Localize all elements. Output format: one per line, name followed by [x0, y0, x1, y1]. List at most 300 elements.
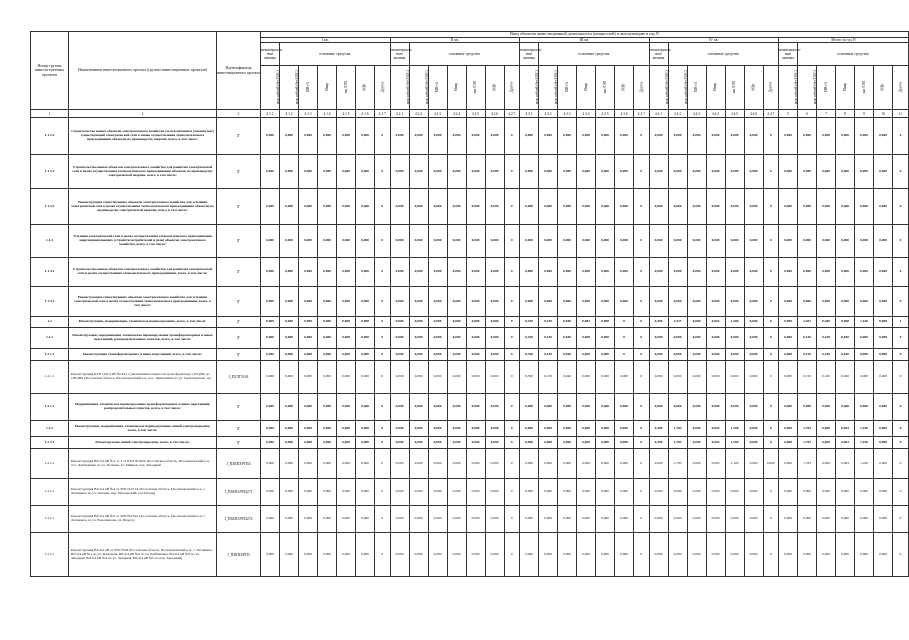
- row-value: 0,000: [577, 437, 596, 449]
- row-value: 0,000: [744, 437, 763, 449]
- row-group-number: 1.2: [31, 317, 69, 328]
- column-index: 6: [798, 110, 817, 118]
- column-index: 4.1.4: [318, 110, 337, 118]
- header-unit: [874, 66, 893, 110]
- row-value: 0,000: [318, 317, 337, 328]
- row-value: 0,000: [466, 394, 485, 421]
- row-value: 0,000: [539, 437, 558, 449]
- row-project-name: Реконструкция трансформаторных и иных подстанций, всего, в том числе:: [69, 349, 217, 361]
- row-value: 0,000: [836, 287, 855, 317]
- row-value: 0,000: [356, 258, 375, 287]
- row-value: 0,000: [299, 317, 318, 328]
- row-value: 0,000: [744, 421, 763, 437]
- row-value: 0,000: [356, 449, 375, 479]
- column-index: 4.3.2: [539, 110, 558, 118]
- table-row: [31, 449, 909, 479]
- row-value: 0,000: [280, 118, 299, 155]
- row-value: 0,000: [261, 349, 280, 361]
- row-value: 0,000: [280, 533, 299, 577]
- row-value: 0: [634, 328, 650, 349]
- row-value: 0,000: [817, 155, 836, 189]
- row-value: 0,000: [577, 349, 596, 361]
- row-value: 0,000: [337, 349, 356, 361]
- row-value: 0,000: [798, 225, 817, 258]
- row-value: 0,000: [337, 258, 356, 287]
- row-value: 0: [763, 189, 779, 225]
- row-value: 0,000: [390, 479, 409, 506]
- row-value: 0,000: [356, 421, 375, 437]
- row-value: 0,000: [261, 421, 280, 437]
- row-value: 0: [375, 421, 391, 437]
- row-value: 0: [375, 437, 391, 449]
- row-value: 0,000: [539, 449, 558, 479]
- row-value: 0,000: [280, 317, 299, 328]
- row-value: 0,000: [466, 506, 485, 533]
- row-value: 0,000: [299, 506, 318, 533]
- row-value: 0,000: [817, 533, 836, 577]
- row-value: 0,000: [409, 225, 428, 258]
- header-quarter: II кв.: [390, 37, 520, 42]
- row-value: 0,000: [687, 328, 706, 349]
- row-value: 0,000: [744, 328, 763, 349]
- row-value: 0,000: [539, 394, 558, 421]
- row-value: 0,000: [520, 479, 539, 506]
- column-index: 4.3.3: [558, 110, 577, 118]
- row-value: 0,000: [447, 328, 466, 349]
- row-value: 0,000: [428, 328, 447, 349]
- row-value: 0,000: [706, 394, 725, 421]
- row-value: 0,000: [409, 437, 428, 449]
- header-unit: [649, 66, 668, 110]
- row-value: 0,000: [318, 361, 337, 394]
- row-value: 0,000: [615, 449, 634, 479]
- row-value: 0,000: [725, 118, 744, 155]
- row-value: 0,000: [356, 394, 375, 421]
- row-value: 1: [893, 317, 909, 328]
- row-value: 0,060: [836, 317, 855, 328]
- row-value: 0,000: [520, 118, 539, 155]
- row-value: 0,000: [539, 533, 558, 577]
- row-value: 0,000: [558, 421, 577, 437]
- row-value: 0,000: [318, 155, 337, 189]
- row-group-number: 1.2.2.1: [31, 533, 69, 577]
- row-value: 0,000: [874, 258, 893, 287]
- row-value: 0,000: [615, 394, 634, 421]
- row-group-number: 1.1.4: [31, 225, 69, 258]
- row-value: 0,150: [798, 361, 817, 394]
- row-value: 0,000: [779, 349, 798, 361]
- row-value: 0,000: [874, 449, 893, 479]
- row-value: 0,000: [779, 189, 798, 225]
- row-value: 0,000: [299, 258, 318, 287]
- row-value: 0,084: [577, 317, 596, 328]
- row-value: 0,000: [280, 361, 299, 394]
- row-value: 0,000: [615, 437, 634, 449]
- row-value: 0,000: [706, 328, 725, 349]
- row-value: 0,150: [798, 349, 817, 361]
- row-value: 0,000: [817, 437, 836, 449]
- row-value: 0,063: [706, 421, 725, 437]
- row-value: 0,000: [280, 437, 299, 449]
- row-value: 0,000: [706, 479, 725, 506]
- header-unit: [779, 66, 798, 110]
- row-value: 0: [634, 189, 650, 225]
- row-value: 0: [615, 328, 634, 349]
- row-value: 0,000: [485, 317, 504, 328]
- row-value: 0,000: [466, 225, 485, 258]
- row-value: 1,200: [725, 437, 744, 449]
- row-value: 0,000: [596, 506, 615, 533]
- row-value: 0: [375, 328, 391, 349]
- header-project-name: Наименование инвестиционного проекта (группы инвестиционных проектов): [69, 32, 217, 110]
- column-index: 4.3.1: [520, 110, 539, 118]
- row-value: 0,000: [261, 533, 280, 577]
- header-unit: [318, 66, 337, 110]
- row-value: 0,000: [428, 421, 447, 437]
- row-value: 0,000: [356, 437, 375, 449]
- row-value: 0,000: [855, 533, 874, 577]
- row-value: 0,000: [390, 533, 409, 577]
- row-project-id: J_П3КПЗ/РП4271: [217, 479, 261, 506]
- row-value: 0,000: [261, 189, 280, 225]
- header-unit: [893, 66, 909, 110]
- row-value: 0,000: [668, 394, 687, 421]
- row-value: 0: [893, 225, 909, 258]
- row-value: 0,000: [390, 328, 409, 349]
- row-value: 0,000: [299, 328, 318, 349]
- row-value: 0,000: [596, 118, 615, 155]
- row-value: 0,000: [447, 287, 466, 317]
- row-value: 0: [763, 437, 779, 449]
- row-value: 0,000: [779, 506, 798, 533]
- row-value: 0: [615, 349, 634, 361]
- row-value: 0,000: [706, 155, 725, 189]
- row-value: 0,000: [409, 189, 428, 225]
- header-unit-label: МВт: [880, 83, 885, 91]
- row-value: 1,200: [725, 317, 744, 328]
- row-value: 0,000: [318, 437, 337, 449]
- row-value: 0,000: [596, 437, 615, 449]
- header-intangible-assets: нематериаль-ные активы: [779, 43, 798, 66]
- row-value: 0,000: [596, 349, 615, 361]
- row-value: 0,000: [337, 437, 356, 449]
- row-value: 0,000: [428, 361, 447, 394]
- row-value: 0: [634, 287, 650, 317]
- row-value: 0,000: [596, 421, 615, 437]
- row-value: 0: [763, 118, 779, 155]
- row-value: 0,000: [318, 449, 337, 479]
- row-value: 0,000: [318, 394, 337, 421]
- header-fixed-assets: основные средства: [280, 43, 391, 66]
- row-value: 0: [893, 437, 909, 449]
- row-value: 0,000: [817, 189, 836, 225]
- row-value: 0,000: [874, 349, 893, 361]
- row-value: 0,000: [855, 349, 874, 361]
- row-value: 0,000: [447, 118, 466, 155]
- row-value: 0,000: [649, 328, 668, 349]
- row-project-name: Реконструкция ВЛ-0,4 кВ от ЗТП №58 (Ростовская область, Песчанокопский р-н, с. Летницкое ВЛ-0,4 кВ №1 по ул. Рыночная, ВЛ-0,4 кВ №2 по ул. Куйбышева, ВЛ-0,4 кВ №3 по ул. Западная, ВЛ-0,4 кВ №4 по ул. Западная, ВЛ-0,4 кВ №5 по пер. Западный): [69, 533, 217, 577]
- row-value: 0,000: [855, 155, 874, 189]
- row-value: 0,000: [520, 449, 539, 479]
- row-group-number: 1.2.2.1: [31, 449, 69, 479]
- row-value: 0,000: [409, 328, 428, 349]
- row-value: 0,063: [706, 437, 725, 449]
- row-value: 0,000: [649, 349, 668, 361]
- row-value: 0,000: [798, 394, 817, 421]
- row-value: 0: [375, 349, 391, 361]
- header-unit-label: МВ×А: [305, 82, 310, 93]
- header-group-number: Номер группы инвести-ционных проектов: [31, 32, 69, 110]
- row-value: 0,000: [466, 349, 485, 361]
- column-index: 4.3.4: [577, 110, 596, 118]
- row-value: 0,000: [318, 118, 337, 155]
- row-value: 0,000: [817, 449, 836, 479]
- row-value: 0,000: [356, 533, 375, 577]
- row-value: 0,000: [577, 479, 596, 506]
- row-value: 0,000: [280, 421, 299, 437]
- column-index: 4.2.1: [390, 110, 409, 118]
- row-value: 0,000: [337, 287, 356, 317]
- row-project-id: Г: [217, 225, 261, 258]
- row-value: 0,000: [261, 328, 280, 349]
- header-unit-label: Мвар: [583, 83, 588, 92]
- row-value: 0,000: [466, 287, 485, 317]
- row-value: 0,000: [428, 287, 447, 317]
- column-index: 2: [69, 110, 217, 118]
- row-value: 0: [375, 361, 391, 394]
- row-value: 0,000: [337, 189, 356, 225]
- row-value: 0,160: [817, 328, 836, 349]
- row-value: 0,000: [299, 437, 318, 449]
- row-value: 0,000: [744, 361, 763, 394]
- row-value: 0,000: [447, 317, 466, 328]
- row-value: 0,000: [596, 479, 615, 506]
- row-value: 0,000: [725, 155, 744, 189]
- row-value: 0,000: [390, 361, 409, 394]
- row-value: 0,000: [706, 506, 725, 533]
- row-value: 0,000: [687, 225, 706, 258]
- row-value: 0,000: [337, 421, 356, 437]
- row-project-id: Г: [217, 287, 261, 317]
- row-value: 0,000: [261, 225, 280, 258]
- row-value: 0,000: [280, 328, 299, 349]
- row-value: 0,000: [855, 258, 874, 287]
- column-index: 4.1.5: [337, 110, 356, 118]
- table-row: [31, 189, 909, 225]
- row-value: 0,000: [874, 287, 893, 317]
- row-value: 0,000: [668, 189, 687, 225]
- row-value: 0,063: [706, 317, 725, 328]
- row-value: 0,000: [798, 189, 817, 225]
- row-value: 0,000: [687, 349, 706, 361]
- table-row: [31, 258, 909, 287]
- row-value: 0,000: [596, 328, 615, 349]
- row-value: 1,783: [668, 437, 687, 449]
- header-fixed-assets: основные средства: [798, 43, 909, 66]
- row-value: 0,000: [596, 189, 615, 225]
- row-value: 0,000: [280, 258, 299, 287]
- row-value: 0,000: [428, 533, 447, 577]
- row-value: 0,000: [706, 118, 725, 155]
- row-value: 0: [504, 118, 520, 155]
- row-value: 0,000: [649, 506, 668, 533]
- row-project-name: Усиление электрической сети в целях осуществления технологического присоединения энергопринимающих устройств потребителей и (или) объектов электросетевого хозяйства, всего, в том числе:: [69, 225, 217, 258]
- row-value: 0,000: [779, 118, 798, 155]
- row-value: 0,000: [318, 349, 337, 361]
- header-unit-label: млн рублей (без НДС): [553, 70, 558, 105]
- row-value: 0,000: [817, 258, 836, 287]
- row-value: 0,000: [779, 361, 798, 394]
- row-value: 0: [634, 258, 650, 287]
- row-value: 0,000: [577, 118, 596, 155]
- column-index: 4.2.3: [428, 110, 447, 118]
- row-value: 0,000: [390, 155, 409, 189]
- row-value: 0,000: [485, 449, 504, 479]
- header-unit: [596, 66, 615, 110]
- row-value: 0,000: [261, 394, 280, 421]
- row-value: 0,160: [817, 349, 836, 361]
- header-unit: [466, 66, 485, 110]
- header-fixed-assets: основные средства: [668, 43, 779, 66]
- row-value: 0,000: [337, 394, 356, 421]
- row-value: 0,000: [615, 189, 634, 225]
- table-row: [31, 437, 909, 449]
- row-value: 0: [504, 361, 520, 394]
- row-value: 0,000: [836, 394, 855, 421]
- row-project-id: Г: [217, 349, 261, 361]
- row-value: 0,000: [577, 225, 596, 258]
- row-value: 0,000: [577, 287, 596, 317]
- row-value: 0,000: [725, 479, 744, 506]
- row-value: 0,000: [779, 449, 798, 479]
- row-project-id: Г: [217, 421, 261, 437]
- header-unit-label: млн рублей (без НДС): [275, 70, 280, 105]
- header-unit: [539, 66, 558, 110]
- row-value: 0: [634, 361, 650, 394]
- header-unit-label: Мвар: [454, 83, 459, 92]
- row-value: 0,000: [447, 421, 466, 437]
- column-index: 4.3.5: [596, 110, 615, 118]
- row-value: 0,040: [558, 317, 577, 328]
- row-value: 0,000: [836, 155, 855, 189]
- header-unit-label: МВ×А: [435, 82, 440, 93]
- column-index: 4.4.1: [649, 110, 668, 118]
- row-value: 0,000: [687, 437, 706, 449]
- row-value: 0: [504, 328, 520, 349]
- row-value: 0,000: [520, 506, 539, 533]
- row-value: 0,000: [744, 533, 763, 577]
- row-value: 0,000: [447, 437, 466, 449]
- row-value: 0,000: [466, 258, 485, 287]
- header-unit: [390, 66, 409, 110]
- table-row: [31, 349, 909, 361]
- row-value: 0,000: [520, 155, 539, 189]
- row-value: 0,000: [447, 225, 466, 258]
- row-value: 0: [893, 394, 909, 421]
- header-unit-label: МВ×А: [694, 82, 699, 93]
- header-unit-label: млн рублей (без НДС): [424, 70, 429, 105]
- row-value: 0,000: [744, 189, 763, 225]
- row-value: 0,000: [779, 287, 798, 317]
- row-value: 0,000: [596, 394, 615, 421]
- row-value: 0,000: [577, 506, 596, 533]
- header-unit: [375, 66, 391, 110]
- row-value: 0,000: [558, 437, 577, 449]
- row-value: 0,000: [855, 394, 874, 421]
- header-project-id: Идентификатор инвестиционного проекта: [217, 32, 261, 110]
- row-value: 1,783: [668, 449, 687, 479]
- header-unit: [855, 66, 874, 110]
- row-group-number: 1.2.2.1: [31, 506, 69, 533]
- column-index: 9: [855, 110, 874, 118]
- column-index: 1: [31, 110, 69, 118]
- row-value: 0,000: [725, 287, 744, 317]
- row-value: 0: [375, 317, 391, 328]
- row-value: 0: [763, 328, 779, 349]
- row-value: 0,000: [447, 258, 466, 287]
- row-value: 0,150: [539, 361, 558, 394]
- table-row: [31, 328, 909, 349]
- header-unit-label: Другое: [509, 81, 514, 93]
- row-value: 0,000: [855, 189, 874, 225]
- column-index: 11: [893, 110, 909, 118]
- row-value: 0,000: [390, 349, 409, 361]
- column-index: 8: [836, 110, 855, 118]
- row-value: 0,000: [577, 155, 596, 189]
- row-value: 0,000: [577, 189, 596, 225]
- row-value: 0,000: [428, 317, 447, 328]
- column-index: 4.4.5: [725, 110, 744, 118]
- row-value: 0,000: [687, 189, 706, 225]
- row-value: 0,000: [356, 225, 375, 258]
- row-value: 0: [634, 506, 650, 533]
- header-unit: [577, 66, 596, 110]
- row-value: 0,000: [744, 349, 763, 361]
- header-unit: [687, 66, 706, 110]
- header-unit-label: Мвар: [713, 83, 718, 92]
- header-unit-label: км ЛЭП: [861, 81, 866, 94]
- row-value: 0,000: [649, 361, 668, 394]
- row-project-id: Г: [217, 189, 261, 225]
- row-value: 0,350: [520, 361, 539, 394]
- row-value: 0,000: [687, 533, 706, 577]
- row-value: 0,000: [725, 533, 744, 577]
- row-value: 0,000: [466, 361, 485, 394]
- row-value: 0,000: [874, 328, 893, 349]
- row-value: 0,000: [485, 479, 504, 506]
- row-project-id: Г: [217, 328, 261, 349]
- row-value: 0,000: [836, 533, 855, 577]
- row-value: 0,000: [874, 394, 893, 421]
- row-value: 0,000: [447, 155, 466, 189]
- row-value: 0,000: [779, 421, 798, 437]
- row-value: 1,100: [855, 421, 874, 437]
- row-value: 0: [763, 155, 779, 189]
- row-value: 0: [893, 155, 909, 189]
- header-unit-label: МВ×А: [564, 82, 569, 93]
- row-value: 0: [375, 533, 391, 577]
- row-value: 0: [634, 349, 650, 361]
- row-value: 0,000: [466, 437, 485, 449]
- row-project-name: Реконструкция линий электропередачи, всего, в том числе:: [69, 437, 217, 449]
- row-value: 0,000: [687, 361, 706, 394]
- row-value: 0,000: [318, 287, 337, 317]
- row-value: 0,000: [687, 118, 706, 155]
- row-value: 0,000: [356, 328, 375, 349]
- row-value: 0,000: [337, 449, 356, 479]
- row-value: 0,000: [318, 533, 337, 577]
- row-value: 0: [634, 317, 650, 328]
